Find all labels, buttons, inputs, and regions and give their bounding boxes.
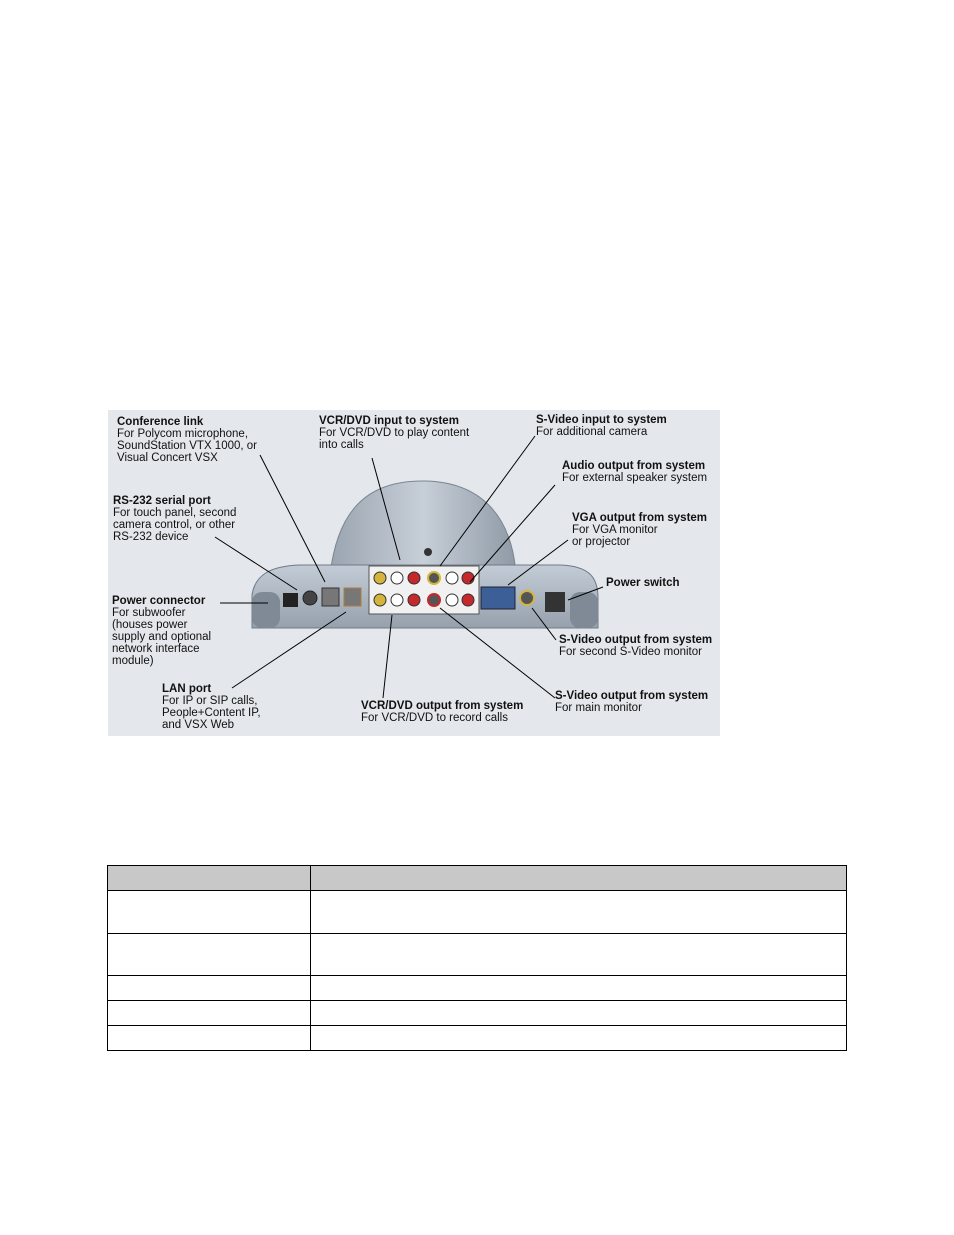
callout-lan-port bbox=[162, 683, 261, 731]
table-row bbox=[108, 934, 847, 976]
table-cell bbox=[108, 976, 311, 1001]
callout-svideo-input bbox=[536, 414, 667, 438]
callout-power-connector bbox=[112, 595, 211, 667]
vga-port bbox=[481, 587, 515, 609]
lan-port-jack bbox=[344, 588, 361, 606]
callout-title: RS-232 serial port bbox=[113, 495, 211, 507]
table-cell bbox=[311, 1026, 847, 1051]
svideo-out-port bbox=[520, 591, 534, 605]
table-cell bbox=[108, 1001, 311, 1026]
callout-desc: For main monitor bbox=[555, 702, 642, 714]
callout-title: S-Video output from system bbox=[559, 634, 713, 646]
table-cell bbox=[108, 1026, 311, 1051]
table-header-cell bbox=[108, 866, 311, 891]
table-header-cell bbox=[311, 866, 847, 891]
table-cell bbox=[311, 1001, 847, 1026]
spec-table bbox=[107, 865, 847, 1051]
lock-icon bbox=[424, 548, 432, 556]
callout-power-switch bbox=[606, 577, 680, 589]
callout-conference-link bbox=[117, 416, 257, 464]
callout-title: LAN port bbox=[162, 683, 212, 695]
callout-svideo-out-second bbox=[559, 634, 712, 658]
table-row bbox=[108, 1001, 847, 1026]
callout-title: VCR/DVD input to system bbox=[319, 415, 459, 427]
callout-desc: For VGA monitor or projector bbox=[572, 524, 658, 548]
conference-link-port bbox=[303, 591, 317, 605]
callout-desc: For Polycom microphone, SoundStation VTX 1000, or Visual Concert VSX bbox=[117, 428, 258, 464]
table-cell bbox=[311, 976, 847, 1001]
callout-desc: For VCR/DVD to record calls bbox=[361, 712, 508, 724]
callout-title: Conference link bbox=[117, 416, 204, 428]
table-cell bbox=[311, 934, 847, 976]
callout-vcr-output bbox=[361, 700, 523, 724]
table-cell bbox=[108, 891, 311, 934]
callout-desc: For VCR/DVD to play content into calls bbox=[319, 427, 470, 451]
callout-title: Power connector bbox=[112, 595, 206, 607]
table-cell bbox=[311, 891, 847, 934]
callout-desc: For additional camera bbox=[536, 426, 648, 438]
vcr-panel bbox=[369, 566, 479, 614]
callout-desc: For second S-Video monitor bbox=[559, 646, 702, 658]
callout-vcr-input bbox=[319, 415, 469, 451]
callout-audio-output bbox=[562, 460, 707, 484]
table-row bbox=[108, 976, 847, 1001]
callout-title: S-Video input to system bbox=[536, 414, 667, 426]
callout-vga-output bbox=[572, 512, 707, 548]
callout-title: Audio output from system bbox=[562, 460, 706, 472]
callout-desc: For touch panel, second camera control, or other RS-232 device bbox=[113, 507, 237, 543]
callout-desc: For subwoofer (houses power supply and optional network interface module) bbox=[112, 607, 212, 667]
callout-desc: For IP or SIP calls, People+Content IP, and VSX Web bbox=[162, 695, 261, 731]
callout-title: S-Video output from system bbox=[555, 690, 709, 702]
callout-title: VCR/DVD output from system bbox=[361, 700, 524, 712]
power-switch-control bbox=[545, 592, 565, 612]
callout-desc: For external speaker system bbox=[562, 472, 708, 484]
callout-title: VGA output from system bbox=[572, 512, 708, 524]
table-header-row bbox=[108, 866, 847, 891]
table-row bbox=[108, 891, 847, 934]
table-row bbox=[108, 1026, 847, 1051]
callout-svideo-out-main bbox=[555, 690, 708, 714]
power-connector-port bbox=[283, 593, 298, 607]
table-cell bbox=[108, 934, 311, 976]
callout-rs232 bbox=[113, 495, 236, 543]
left-foot bbox=[252, 592, 280, 628]
rs232-port bbox=[322, 588, 339, 606]
callout-title: Power switch bbox=[606, 577, 680, 589]
